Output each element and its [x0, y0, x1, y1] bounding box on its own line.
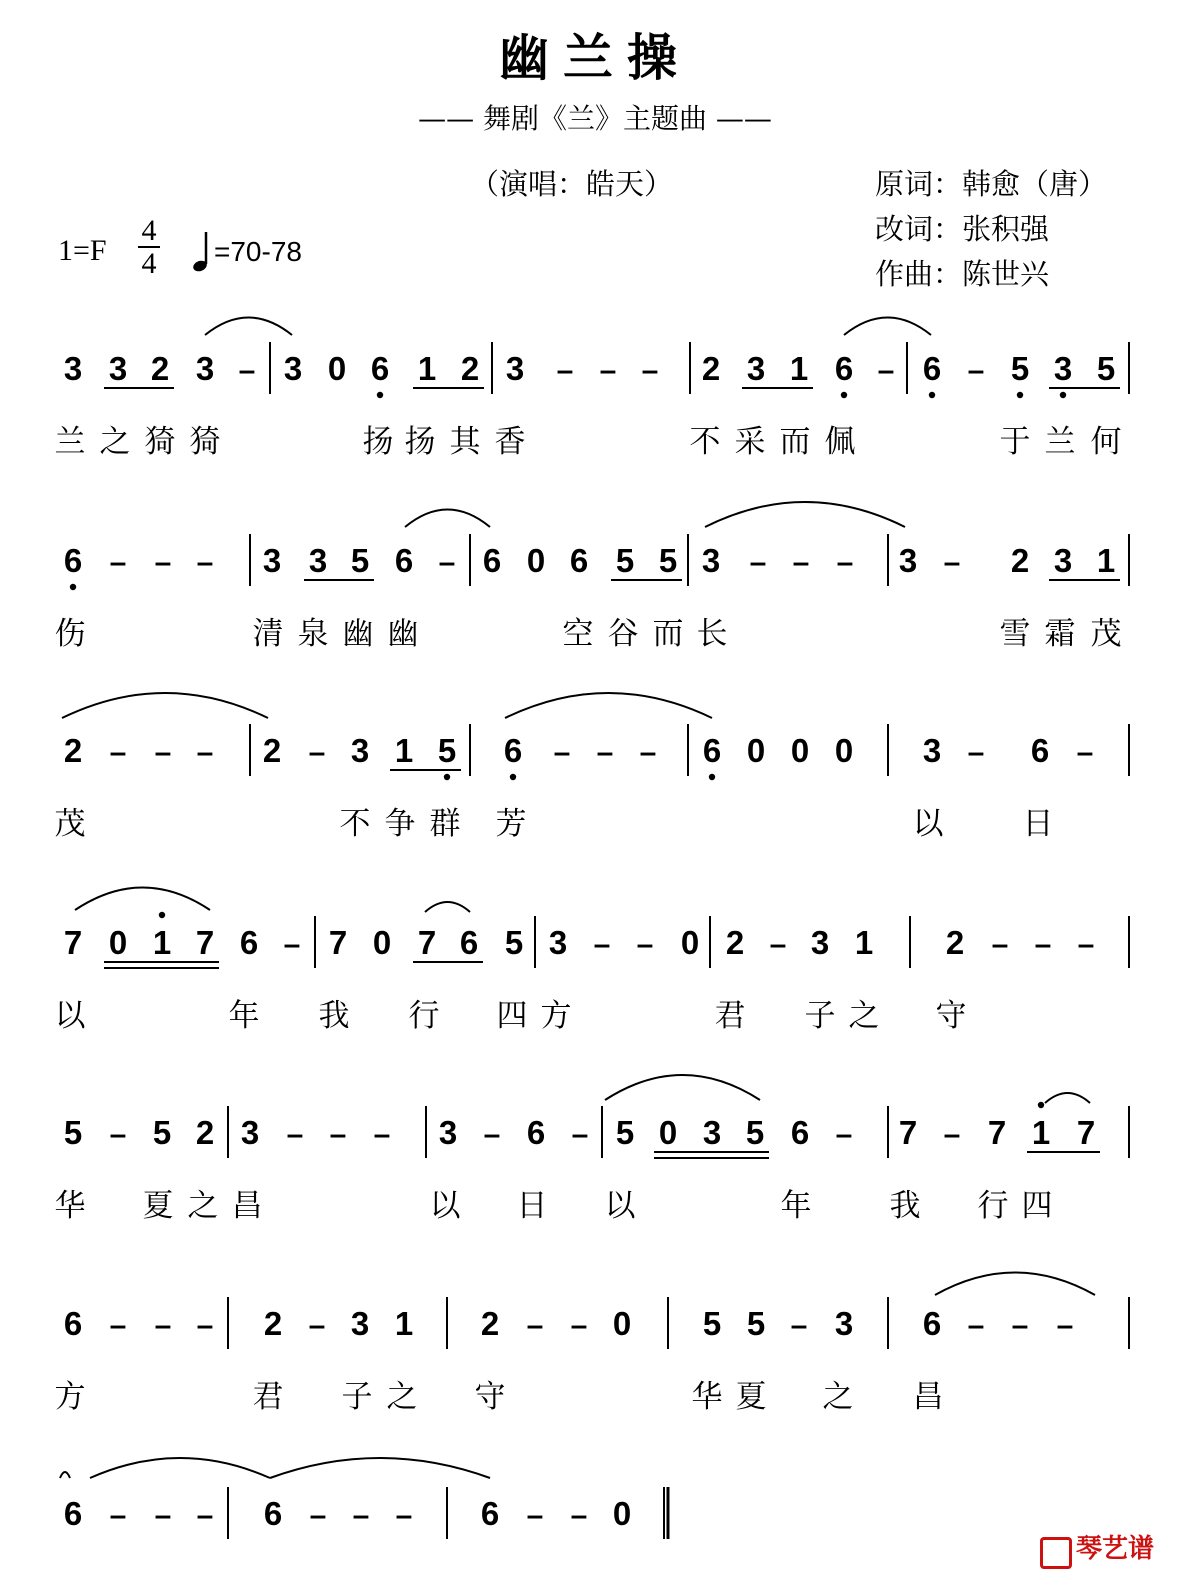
lyric-char: 而 — [652, 616, 684, 652]
note: 1 — [1096, 542, 1116, 579]
lyric-char: 猗 — [189, 424, 221, 460]
note: 6 — [482, 542, 502, 579]
lyric-char: 而 — [779, 424, 811, 460]
lyric-char: 香 — [494, 424, 526, 460]
lyric-char: 行 — [977, 1188, 1009, 1224]
dash-mark: – — [636, 928, 654, 961]
tie-arc — [1045, 1093, 1090, 1103]
composer-credit: 作曲：陈世兴 — [875, 257, 1050, 291]
octave-dot-above — [159, 912, 165, 918]
note: 6 — [834, 350, 854, 387]
octave-dot-below — [841, 392, 847, 398]
lyric-char: 昌 — [912, 1379, 944, 1415]
lyricist-credit: 原词：韩愈（唐） — [875, 167, 1108, 201]
lyric-char: 幽 — [342, 616, 374, 652]
lyric-char: 兰 — [54, 424, 86, 460]
lyric-char: 幽 — [387, 616, 419, 652]
dash-mark: – — [196, 546, 214, 579]
watermark — [1040, 1528, 1154, 1569]
note: 6 — [63, 1305, 83, 1342]
note: 3 — [108, 350, 128, 387]
note: 5 — [745, 1114, 765, 1151]
dash-mark: – — [526, 1309, 544, 1342]
note: 1 — [152, 924, 172, 961]
note: 2 — [63, 732, 83, 769]
note: 7 — [328, 924, 348, 961]
dash-mark: – — [967, 736, 985, 769]
lyric-char: 华 — [54, 1188, 86, 1224]
dash-mark: – — [553, 736, 571, 769]
lyric-char: 茂 — [54, 806, 86, 842]
lyric-char: 扬 — [404, 424, 436, 460]
note: 7 — [417, 924, 437, 961]
lyric-char: 昌 — [231, 1188, 263, 1224]
tie-arc — [270, 1458, 490, 1478]
key-signature: 1=F — [58, 234, 107, 267]
note: 6 — [526, 1114, 546, 1151]
lyric-char: 以 — [604, 1188, 636, 1224]
lyric-char: 霜 — [1044, 616, 1076, 652]
dash-mark: – — [639, 736, 657, 769]
note: 5 — [615, 1114, 635, 1151]
lyric-char: 猗 — [144, 424, 176, 460]
note: 7 — [987, 1114, 1007, 1151]
lyric-char: 之 — [187, 1188, 219, 1224]
lyric-char: 争 — [384, 806, 416, 842]
lyric-char: 茂 — [1090, 616, 1122, 652]
note: 5 — [1010, 350, 1030, 387]
note: 6 — [569, 542, 589, 579]
lyric-char: 方 — [54, 1379, 86, 1415]
dash-mark: – — [1034, 928, 1052, 961]
note: 3 — [548, 924, 568, 961]
note: 5 — [350, 542, 370, 579]
note: 5 — [63, 1114, 83, 1151]
note: 2 — [150, 350, 170, 387]
octave-dot-below — [444, 774, 450, 780]
lyric-char: 其 — [449, 424, 481, 460]
lyric-char: 以 — [54, 998, 86, 1034]
note: 3 — [195, 350, 215, 387]
note: 0 — [108, 924, 128, 961]
note: 6 — [702, 732, 722, 769]
dash-mark: – — [943, 1118, 961, 1151]
dash-mark: – — [438, 546, 456, 579]
adapter-credit: 改词：张积强 — [875, 212, 1050, 246]
time-signature-top: 4 — [141, 214, 157, 247]
dash-mark: – — [309, 1499, 327, 1532]
tie-arc — [90, 1458, 270, 1478]
lyric-char: 以 — [429, 1188, 461, 1224]
lyric-char: 清 — [252, 616, 284, 652]
lyric-char: 四 — [1021, 1188, 1053, 1224]
note: 6 — [790, 1114, 810, 1151]
dash-mark: – — [570, 1309, 588, 1342]
octave-dot-below — [709, 774, 715, 780]
dash-mark: – — [991, 928, 1009, 961]
lyric-char: 之 — [848, 998, 880, 1034]
dash-mark: – — [599, 354, 617, 387]
note: 0 — [327, 350, 347, 387]
dash-mark: – — [352, 1499, 370, 1532]
note: 3 — [63, 350, 83, 387]
lyric-char: 不 — [689, 424, 721, 460]
lyric-char: 行 — [408, 998, 440, 1034]
note: 6 — [459, 924, 479, 961]
note: 3 — [262, 542, 282, 579]
note: 3 — [810, 924, 830, 961]
dash-mark: – — [329, 1118, 347, 1151]
note: 3 — [283, 350, 303, 387]
dash-mark: – — [109, 546, 127, 579]
note: 1 — [417, 350, 437, 387]
lyric-char: 年 — [780, 1188, 812, 1224]
watermark-logo-icon — [1040, 1537, 1072, 1569]
note: 3 — [701, 542, 721, 579]
note: 6 — [922, 350, 942, 387]
note: 2 — [725, 924, 745, 961]
note: 1 — [789, 350, 809, 387]
note: 5 — [702, 1305, 722, 1342]
song-title: 幽兰操 — [499, 28, 691, 87]
lyric-char: 我 — [889, 1188, 921, 1224]
dash-mark: – — [308, 1309, 326, 1342]
dash-mark: – — [967, 1309, 985, 1342]
note: 3 — [834, 1305, 854, 1342]
note: 0 — [790, 732, 810, 769]
tie-arc — [935, 1273, 1095, 1296]
note: 2 — [195, 1114, 215, 1151]
dash-mark: – — [1011, 1309, 1029, 1342]
lyric-char: 夏 — [735, 1379, 767, 1415]
singer-credit: （演唱：皓天） — [470, 167, 674, 201]
dash-mark: – — [109, 736, 127, 769]
lyric-char: 谷 — [607, 616, 639, 652]
note: 5 — [1096, 350, 1116, 387]
lyric-char: 群 — [429, 806, 461, 842]
note: 3 — [922, 732, 942, 769]
dash-mark: – — [196, 1309, 214, 1342]
lyric-char: 守 — [935, 998, 967, 1034]
dash-mark: – — [373, 1118, 391, 1151]
note: 5 — [658, 542, 678, 579]
lyric-char: 日 — [1022, 806, 1054, 842]
tempo-marking: =70-78 — [214, 236, 302, 267]
octave-dot-below — [70, 584, 76, 590]
dash-mark: – — [196, 1499, 214, 1532]
note: 6 — [63, 542, 83, 579]
dash-mark: – — [790, 1309, 808, 1342]
dash-mark: – — [570, 1499, 588, 1532]
note: 6 — [1030, 732, 1050, 769]
lyric-char: 于 — [999, 424, 1031, 460]
note: 7 — [1076, 1114, 1096, 1151]
lyric-char: 守 — [474, 1379, 506, 1415]
note: 3 — [438, 1114, 458, 1151]
lyric-char: 空 — [562, 616, 594, 652]
note: 3 — [350, 1305, 370, 1342]
dash-mark: – — [238, 354, 256, 387]
dash-mark: – — [154, 736, 172, 769]
note: 6 — [503, 732, 523, 769]
dash-mark: – — [109, 1309, 127, 1342]
note: 6 — [239, 924, 259, 961]
dash-mark: – — [395, 1499, 413, 1532]
dash-mark: – — [593, 928, 611, 961]
octave-dot-below — [1060, 392, 1066, 398]
lyric-char: 之 — [99, 424, 131, 460]
tie-arc — [60, 1472, 70, 1478]
lyric-char: 之 — [822, 1379, 854, 1415]
lyric-char: 采 — [734, 424, 766, 460]
note: 2 — [1010, 542, 1030, 579]
note: 1 — [394, 732, 414, 769]
note: 6 — [63, 1495, 83, 1532]
dash-mark: – — [641, 354, 659, 387]
lyric-char: 夏 — [142, 1188, 174, 1224]
dash-mark: – — [308, 736, 326, 769]
note: 3 — [746, 350, 766, 387]
dash-mark: – — [154, 546, 172, 579]
note: 6 — [263, 1495, 283, 1532]
note: 3 — [308, 542, 328, 579]
dash-mark: – — [526, 1499, 544, 1532]
note: 6 — [922, 1305, 942, 1342]
note: 3 — [240, 1114, 260, 1151]
dash-mark: – — [154, 1499, 172, 1532]
lyric-char: 长 — [696, 616, 728, 652]
tie-arc — [425, 902, 470, 912]
dash-mark: – — [283, 928, 301, 961]
lyric-char: 泉 — [297, 616, 329, 652]
note: 7 — [63, 924, 83, 961]
dash-mark: – — [1056, 1309, 1074, 1342]
lyric-char: 子 — [804, 998, 836, 1034]
note: 0 — [658, 1114, 678, 1151]
time-signature-bottom: 4 — [141, 247, 157, 280]
lyric-char: 佩 — [824, 424, 856, 460]
note: 2 — [262, 732, 282, 769]
note: 6 — [480, 1495, 500, 1532]
lyric-char: 君 — [714, 998, 746, 1034]
tie-arc — [505, 693, 712, 718]
note: 0 — [612, 1495, 632, 1532]
note: 2 — [945, 924, 965, 961]
dash-mark: – — [1076, 736, 1094, 769]
dash-mark: – — [109, 1118, 127, 1151]
note: 3 — [1053, 350, 1073, 387]
dash-mark: – — [877, 354, 895, 387]
dash-mark: – — [749, 546, 767, 579]
dash-mark: – — [483, 1118, 501, 1151]
lyric-char: 芳 — [495, 806, 527, 842]
note: 0 — [526, 542, 546, 579]
octave-dot-below — [1017, 392, 1023, 398]
tie-arc — [605, 1075, 760, 1100]
dash-mark: – — [196, 736, 214, 769]
note: 1 — [394, 1305, 414, 1342]
note: 6 — [394, 542, 414, 579]
note: 5 — [152, 1114, 172, 1151]
dash-mark: – — [943, 546, 961, 579]
dash-mark: – — [109, 1499, 127, 1532]
octave-dot-above — [1038, 1102, 1044, 1108]
watermark-text: 琴艺谱 — [1076, 1534, 1155, 1564]
note: 0 — [746, 732, 766, 769]
dash-mark: – — [1077, 928, 1095, 961]
dash-mark: – — [836, 546, 854, 579]
tie-arc — [405, 510, 490, 528]
note: 0 — [680, 924, 700, 961]
lyric-char: 伤 — [54, 616, 86, 652]
dash-mark: – — [769, 928, 787, 961]
note: 3 — [898, 542, 918, 579]
dash-mark: – — [571, 1118, 589, 1151]
lyric-char: 以 — [912, 806, 944, 842]
note: 3 — [702, 1114, 722, 1151]
note: 5 — [615, 542, 635, 579]
lyric-char: 四 — [496, 998, 528, 1034]
note: 2 — [701, 350, 721, 387]
tie-arc — [205, 318, 292, 336]
note: 7 — [898, 1114, 918, 1151]
tie-arc — [75, 888, 210, 911]
lyric-char: 扬 — [362, 424, 394, 460]
note: 6 — [370, 350, 390, 387]
tie-arc — [844, 318, 931, 336]
note: 3 — [1053, 542, 1073, 579]
note: 5 — [437, 732, 457, 769]
dash-mark: – — [967, 354, 985, 387]
octave-dot-below — [510, 774, 516, 780]
dash-mark: – — [154, 1309, 172, 1342]
lyric-char: 不 — [339, 806, 371, 842]
lyric-char: 何 — [1090, 424, 1122, 460]
lyric-char: 兰 — [1044, 424, 1076, 460]
lyric-char: 华 — [691, 1379, 723, 1415]
dash-mark: – — [835, 1118, 853, 1151]
octave-dot-below — [929, 392, 935, 398]
lyric-char: 之 — [386, 1379, 418, 1415]
note: 2 — [263, 1305, 283, 1342]
lyric-char: 日 — [516, 1188, 548, 1224]
note: 5 — [504, 924, 524, 961]
dash-mark: – — [556, 354, 574, 387]
note: 3 — [505, 350, 525, 387]
note: 3 — [350, 732, 370, 769]
note: 2 — [460, 350, 480, 387]
note: 1 — [854, 924, 874, 961]
lyric-char: 方 — [540, 998, 572, 1034]
note: 5 — [746, 1305, 766, 1342]
octave-dot-below — [377, 392, 383, 398]
lyric-char: 年 — [228, 998, 260, 1034]
tie-arc — [62, 693, 268, 718]
note: 0 — [834, 732, 854, 769]
note: 7 — [195, 924, 215, 961]
lyric-char: 我 — [318, 998, 350, 1034]
dash-mark: – — [792, 546, 810, 579]
lyric-char: 雪 — [999, 616, 1031, 652]
lyric-char: 君 — [252, 1379, 284, 1415]
note: 1 — [1031, 1114, 1051, 1151]
note: 0 — [612, 1305, 632, 1342]
lyric-char: 子 — [341, 1379, 373, 1415]
tie-arc — [705, 502, 905, 527]
dash-mark: – — [286, 1118, 304, 1151]
note: 0 — [372, 924, 392, 961]
note: 2 — [480, 1305, 500, 1342]
dash-mark: – — [596, 736, 614, 769]
subtitle: —— 舞剧《兰》主题曲 —— — [418, 102, 772, 135]
